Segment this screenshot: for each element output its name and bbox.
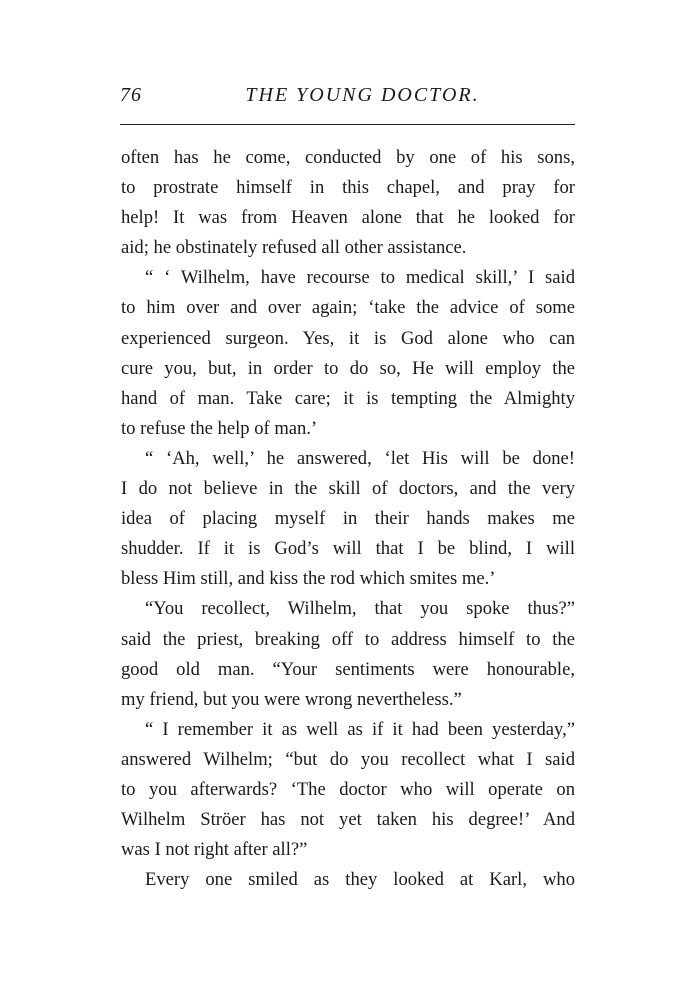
text-line: “You recollect, Wilhelm, that you spoke thus?” — [145, 598, 575, 620]
text-line: answered Wilhelm; “but do you recollect what I said — [121, 748, 575, 770]
page-number: 76 — [120, 84, 142, 106]
text-line: I do not believe in the skill of doctors, and the very — [121, 478, 575, 500]
text-line: idea of placing myself in their hands makes me — [121, 508, 575, 530]
text-line: aid; he obstinately refused all other assistance. — [121, 237, 467, 259]
text-line: often has he come, conducted by one of his sons, — [121, 147, 575, 168]
text-line: “ ‘ Wilhelm, have recourse to medical skill,’ I said — [145, 267, 575, 289]
text-line: bless Him still, and kiss the rod which smites me.’ — [121, 568, 496, 590]
text-line: to him over and over again; ‘take the advice of some — [121, 297, 575, 319]
text-line: hand of man. Take care; it is tempting the Almighty — [121, 387, 575, 409]
body-text — [121, 143, 575, 895]
text-line: to you afterwards? ‘The doctor who will operate on — [121, 778, 575, 800]
text-line: experienced surgeon. Yes, it is God alone who can — [121, 327, 575, 349]
text-line: “ ‘Ah, well,’ he answered, ‘let His will be done! — [145, 447, 575, 469]
text-line: shudder. If it is God’s will that I be blind, I will — [121, 538, 575, 560]
text-line: was I not right after all?” — [121, 839, 308, 861]
header-rule — [120, 124, 575, 125]
text-line: said the priest, breaking off to address himself to the — [121, 628, 575, 650]
text-line: “ I remember it as well as if it had been yesterday,” — [145, 718, 575, 740]
running-title: THE YOUNG DOCTOR. — [245, 84, 480, 106]
text-line: good old man. “Your sentiments were honourable, — [121, 658, 575, 680]
text-line: to prostrate himself in this chapel, and pray for — [121, 177, 575, 199]
text-line: my friend, but you were wrong nevertheless.” — [121, 688, 462, 710]
text-line: help! It was from Heaven alone that he looked for — [121, 207, 575, 229]
text-line: Every one smiled as they looked at Karl, who — [145, 869, 575, 891]
text-line: to refuse the help of man.’ — [121, 417, 318, 439]
text-line: Wilhelm Ströer has not yet taken his degree!’ And — [121, 809, 575, 831]
running-head — [120, 84, 575, 114]
text-line: cure you, but, in order to do so, He will employ the — [121, 357, 575, 379]
